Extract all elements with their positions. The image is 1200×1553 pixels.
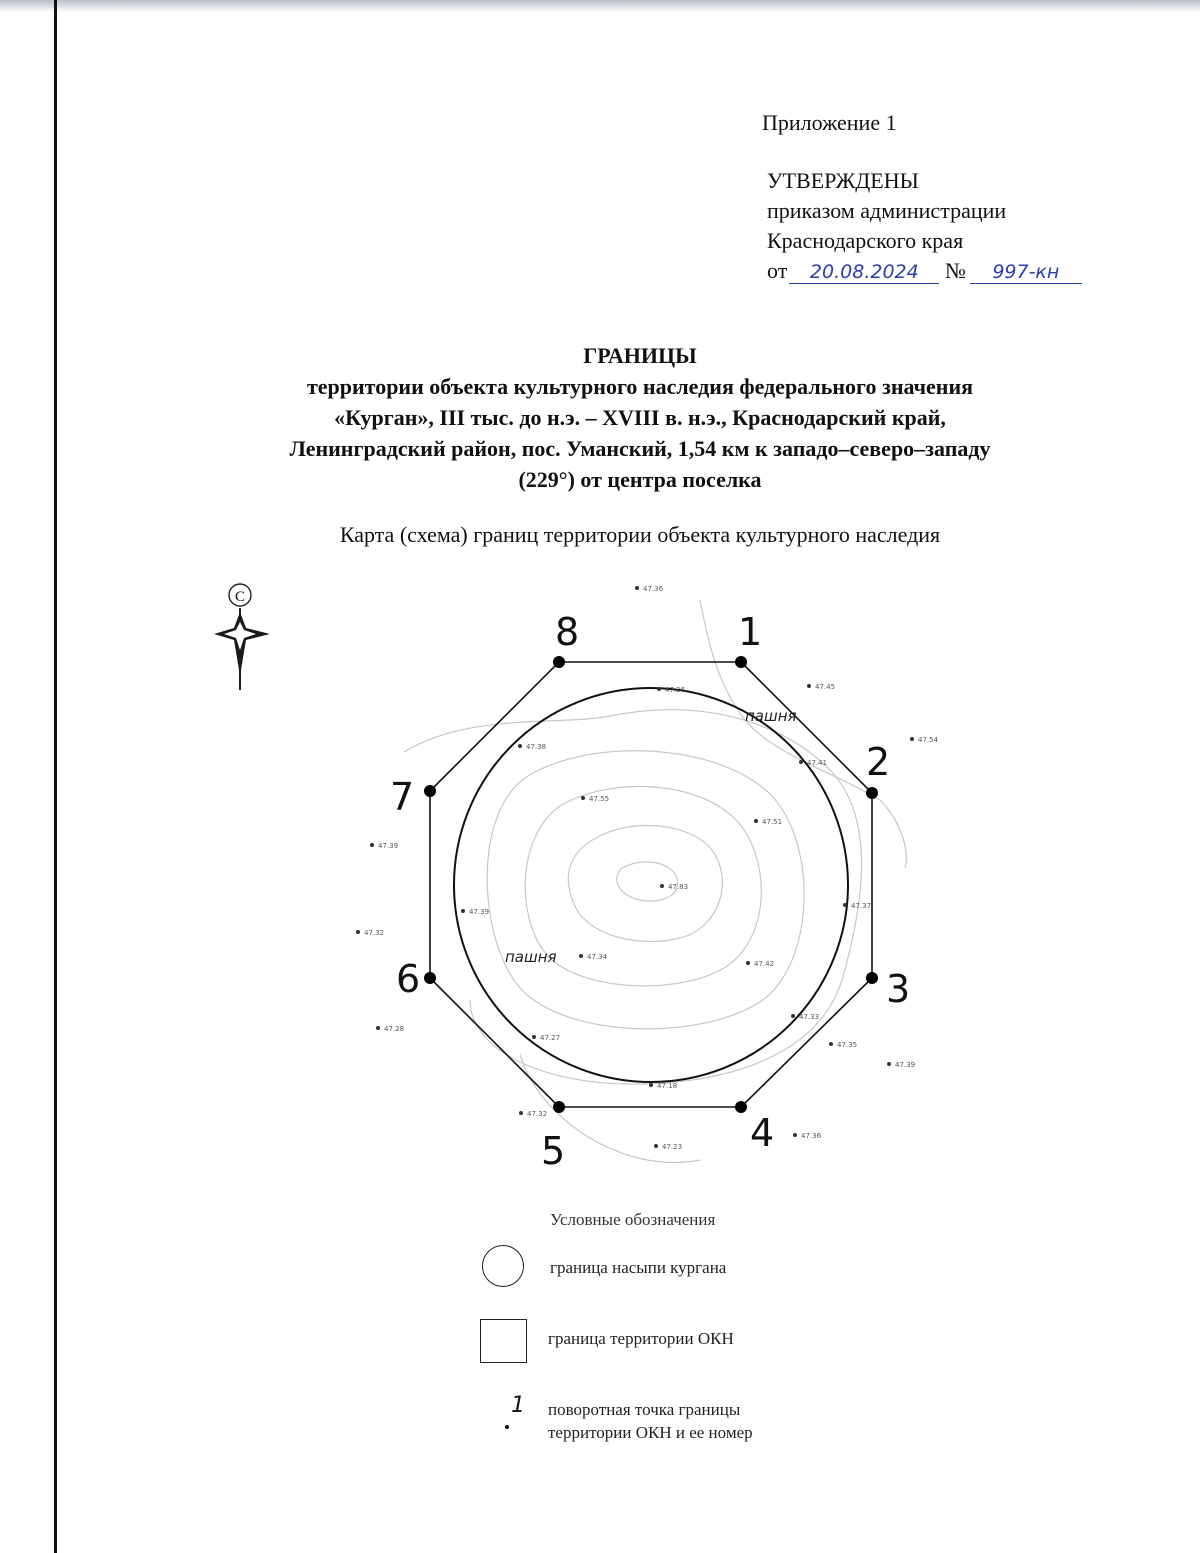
elevation-mark <box>579 953 608 961</box>
elevation-label: 47.32 <box>527 1110 548 1118</box>
elevation-mark <box>829 1041 857 1049</box>
elevation-label: 47.23 <box>662 1143 683 1151</box>
turning-point-number: 3 <box>886 967 911 1011</box>
territory-boundary-octagon <box>430 662 872 1107</box>
elevation-mark <box>887 1061 915 1069</box>
elevation-mark <box>370 842 398 850</box>
elevation-label: 47.27 <box>540 1034 561 1042</box>
elevation-point <box>518 744 522 748</box>
turning-point-marker <box>866 787 878 799</box>
turning-point-marker <box>735 656 747 668</box>
elevation-mark <box>746 960 774 968</box>
legend-point-line-2: территории ОКН и ее номер <box>548 1423 753 1442</box>
contour-line <box>525 786 761 985</box>
elevation-mark <box>910 736 939 744</box>
handwritten-date: 20.08.2024 <box>789 261 939 284</box>
legend-territory-symbol <box>480 1319 527 1363</box>
turning-point-number: 4 <box>750 1111 775 1155</box>
legend-title: Условные обозначения <box>550 1210 716 1229</box>
elevation-label: 47.55 <box>589 795 610 803</box>
order-line-2: Краснодарского края <box>767 228 964 253</box>
legend-territory-text: граница территории ОКН <box>548 1329 734 1348</box>
elevation-point <box>461 909 465 913</box>
elevation-mark <box>532 1034 560 1042</box>
elevation-label: 47.45 <box>815 683 836 691</box>
turning-point-number: 8 <box>555 610 580 654</box>
contour-line <box>568 826 722 942</box>
elevation-point <box>746 961 750 965</box>
elevation-label: 47.39 <box>895 1061 916 1069</box>
elevation-label: 47.34 <box>587 953 608 961</box>
land-use-labels <box>505 707 797 966</box>
elevation-label: 47.83 <box>668 883 689 891</box>
elevation-label: 47.39 <box>378 842 399 850</box>
elevation-point <box>910 737 914 741</box>
elevation-mark <box>461 908 489 916</box>
turning-point-marker <box>553 1101 565 1113</box>
elevation-point <box>799 760 803 764</box>
elevation-point <box>579 954 583 958</box>
elevation-marks <box>356 585 939 1151</box>
elevation-label: 47.36 <box>801 1132 822 1140</box>
elevation-point <box>807 684 811 688</box>
elevation-point <box>635 586 639 590</box>
elevation-label: 47.37 <box>851 902 872 910</box>
order-line-1: приказом администрации <box>767 198 1007 223</box>
elevation-mark <box>519 1110 547 1118</box>
elevation-point <box>887 1062 891 1066</box>
turning-point-marker <box>424 972 436 984</box>
elevation-mark <box>807 683 835 691</box>
elevation-mark <box>657 686 686 694</box>
elevation-label: 47.38 <box>526 743 547 751</box>
elevation-point <box>532 1035 536 1039</box>
land-label-arable: пашня <box>745 707 797 725</box>
elevation-mark <box>654 1143 682 1151</box>
turning-point-number: 1 <box>738 610 763 654</box>
elevation-point <box>657 687 661 691</box>
elevation-label: 47.36 <box>643 585 664 593</box>
elevation-label: 47.54 <box>918 736 939 744</box>
north-arrow <box>214 584 270 690</box>
title-line-4: (229°) от центра поселка <box>518 467 762 492</box>
elevation-point <box>829 1042 833 1046</box>
elevation-label: 47.33 <box>799 1013 820 1021</box>
elevation-label: 47.42 <box>754 960 775 968</box>
contour-line <box>617 862 678 901</box>
elevation-mark <box>660 883 688 891</box>
elevation-label: 47.51 <box>762 818 783 826</box>
elevation-point <box>654 1144 658 1148</box>
elevation-label: 47.41 <box>807 759 828 767</box>
elevation-mark <box>356 929 384 937</box>
elevation-point <box>791 1014 795 1018</box>
legend-point-text <box>548 1398 753 1444</box>
elevation-mark <box>754 818 782 826</box>
elevation-point <box>356 930 360 934</box>
turning-point-marker <box>735 1101 747 1113</box>
number-prefix: № <box>944 258 966 283</box>
elevation-point <box>843 903 847 907</box>
turning-point-marker <box>553 656 565 668</box>
north-letter: С <box>234 589 246 605</box>
elevation-point <box>581 796 585 800</box>
elevation-label: 47.28 <box>384 1025 405 1033</box>
legend-point-sample-number: 1 <box>511 1393 525 1418</box>
elevation-label: 47.32 <box>364 929 385 937</box>
elevation-mark <box>376 1025 404 1033</box>
approved-heading: УТВЕРЖДЕНЫ <box>767 168 919 193</box>
elevation-label: 47.35 <box>837 1041 858 1049</box>
title-line-1: территории объекта культурного наследия федерального значения <box>306 374 974 399</box>
legend-mound-symbol <box>482 1245 524 1287</box>
turning-point-number: 6 <box>396 957 421 1001</box>
elevation-point <box>660 884 664 888</box>
handwritten-number: 997-кн <box>970 261 1082 284</box>
elevation-point <box>754 819 758 823</box>
legend-mound-text: граница насыпи кургана <box>550 1258 727 1277</box>
title-heading: ГРАНИЦЫ <box>583 343 697 368</box>
elevation-point <box>649 1083 653 1087</box>
elevation-mark <box>518 743 546 751</box>
elevation-point <box>370 843 374 847</box>
elevation-label: 47.18 <box>657 1082 678 1090</box>
legend-point-line-1: поворотная точка границы <box>548 1400 741 1419</box>
elevation-mark <box>635 585 664 593</box>
elevation-mark <box>581 795 609 803</box>
turning-point-numbers <box>390 610 910 1173</box>
elevation-label: 47.39 <box>469 908 490 916</box>
turning-point-number: 2 <box>866 740 891 784</box>
title-line-3: Ленинградский район, пос. Уманский, 1,54 км к западо–северо–западу <box>289 436 991 461</box>
turning-point-marker <box>424 785 436 797</box>
legend-point-symbol <box>505 1425 509 1429</box>
elevation-point <box>793 1133 797 1137</box>
elevation-mark <box>793 1132 822 1140</box>
appendix-label: Приложение 1 <box>762 110 897 135</box>
mound-boundary-circle <box>454 688 848 1082</box>
land-label-arable: пашня <box>505 948 557 966</box>
turning-point-number: 5 <box>541 1129 566 1173</box>
elevation-label: 47.26 <box>665 686 686 694</box>
elevation-point <box>519 1111 523 1115</box>
turning-point-marker <box>866 972 878 984</box>
elevation-point <box>376 1026 380 1030</box>
map-caption: Карта (схема) границ территории объекта культурного наследия <box>339 522 941 547</box>
contour-line <box>487 751 804 1029</box>
turning-point-number: 7 <box>390 775 415 819</box>
date-prefix: от <box>767 258 788 283</box>
contour-line <box>700 600 906 868</box>
title-line-2: «Курган», III тыс. до н.э. – XVIII в. н.э., Краснодарский край, <box>334 405 946 430</box>
